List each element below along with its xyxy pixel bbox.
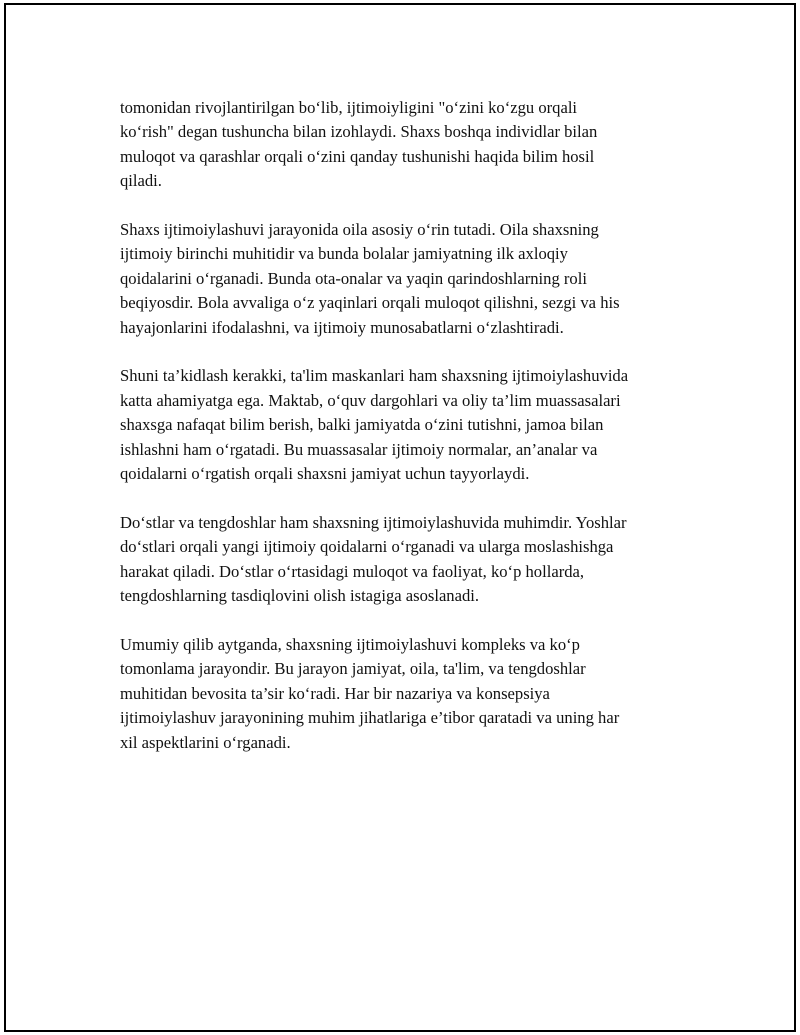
paragraph-1: tomonidan rivojlantirilgan bo‘lib, ijtimoiyligini "o‘zini ko‘zgu orqali ko‘rish" degan tushuncha bilan izohlaydi. Shaxs boshqa individlar bilan muloqot va qarashlar orqali o‘zini qanday tushunishi haqida bilim hosil qiladi. xyxy=(120,98,598,191)
paragraph-2: Shaxs ijtimoiylashuvi jarayonida oila asosiy o‘rin tutadi. Oila shaxsning ijtimoiy birinchi muhitidir va bunda bolalar jamiyatning ilk axloqiy qoidalarini o‘rganadi. Bunda ota-onalar va yaqin qarindoshlarning roli beqiyosdir. Bola avvaliga o‘z yaqinlari orqali muloqot qilishni, sezgi va his hayajonlarini ifodalashni, va ijtimoiy munosabatlarni o‘zlashtiradi. xyxy=(120,220,620,337)
document-body xyxy=(120,96,700,779)
document-page xyxy=(4,3,796,1032)
paragraph-4: Do‘stlar va tengdoshlar ham shaxsning ijtimoiylashuvida muhimdir. Yoshlar do‘stlari orqali yangi ijtimoiy qoidalarni o‘rganadi va ularga moslashishga harakat qiladi. Do‘stlar o‘rtasidagi muloqot va faoliyat, ko‘p hollarda, tengdoshlarning tasdiqlovini olish istagiga asoslanadi. xyxy=(120,512,627,606)
paragraph-5: Umumiy qilib aytganda, shaxsning ijtimoiylashuvi kompleks va ko‘p tomonlama jarayondir. Bu jarayon jamiyat, oila, ta'lim, va tengdoshlar muhitidan bevosita ta’sir ko‘radi. Har bir nazariya va konsepsiya ijtimoiylashuv jarayonining muhim jihatlariga e’tibor qaratadi va uning har xil aspektlarini o‘rganadi. xyxy=(120,634,620,752)
paragraph-3: Shuni ta’kidlash kerakki, ta'lim maskanlari ham shaxsning ijtimoiylashuvida katta ahamiyatga ega. Maktab, o‘quv dargohlari va oliy ta’lim muassasalari shaxsga nafaqat bilim berish, balki jamiyatda o‘zini tutishni, jamoa bilan ishlashni ham o‘rgatadi. Bu muassasalar ijtimoiy normalar, an’analar va qoidalarni o‘rgatish orqali shaxsni jamiyat uchun tayyorlaydi. xyxy=(120,366,629,484)
